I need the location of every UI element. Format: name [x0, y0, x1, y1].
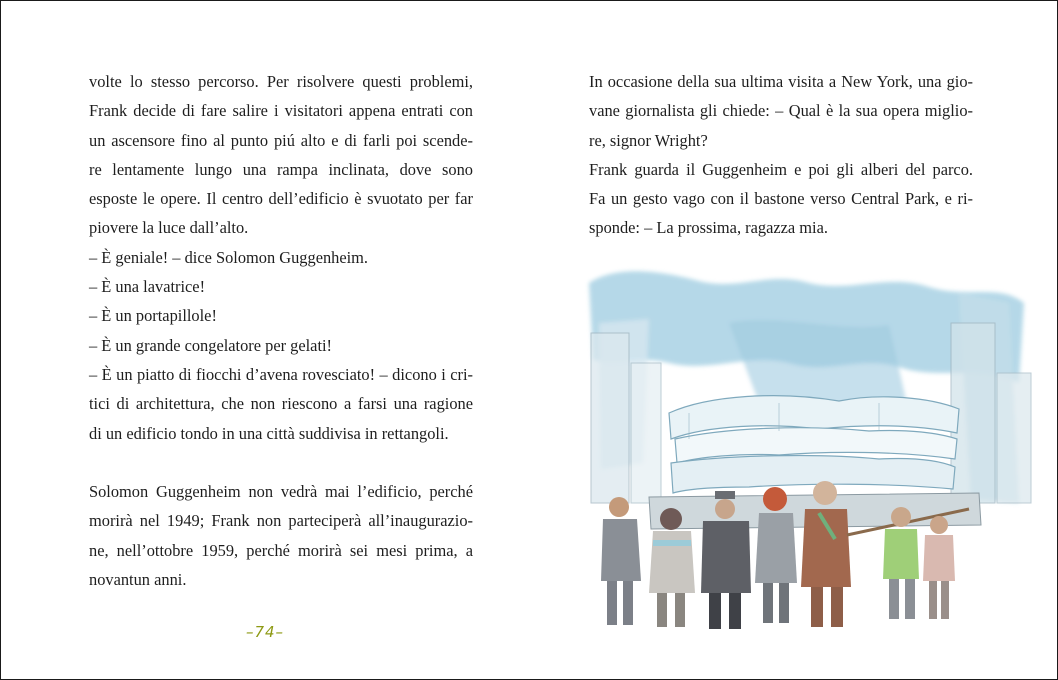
text-line: Frank guarda il Guggenheim e poi gli alberi del parco.	[589, 159, 973, 179]
text-line: vane giornalista gli chiede: – Qual è la sua opera miglio-	[589, 101, 973, 121]
dialogue-line: tici di architettura, che non riescono a farsi una ragione	[89, 394, 473, 414]
text-line: Fa un gesto vago con il bastone verso Central Park, e ri-	[589, 189, 973, 209]
text-line: un ascensore fino al punto piú alto e di farli poi scende-	[89, 130, 473, 150]
dialogue-line: – È geniale! – dice Solomon Guggenheim.	[89, 247, 369, 267]
guggenheim-illustration	[579, 263, 1039, 635]
text-line: In occasione della sua ultima visita a New York, una gio-	[589, 72, 973, 91]
text-line: re lentamente lungo una rampa inclinata, dove sono	[89, 159, 473, 179]
text-line: Solomon Guggenheim non vedrà mai l’edificio, perché	[89, 482, 473, 502]
text-line: novantun anni.	[89, 570, 187, 590]
text-line: ne, nell’ottobre 1959, perché morirà sei mesi prima, a	[89, 540, 473, 560]
text-line: volte lo stesso percorso. Per risolvere questi problemi,	[89, 72, 473, 91]
paragraph-gap	[89, 448, 473, 477]
text-line: sponde: – La prossima, ragazza mia.	[589, 218, 828, 238]
text-line: morirà nel 1949; Frank non parteciperà all’inaugurazio-	[89, 511, 473, 531]
dialogue-line: – È una lavatrice!	[89, 277, 206, 297]
left-page-text	[89, 67, 473, 594]
page-number: –74–	[245, 623, 285, 641]
dialogue-line: – È un piatto di fiocchi d’avena rovesciato! – dicono i cri-	[89, 364, 473, 384]
dialogue-line: – È un portapillole!	[89, 306, 217, 326]
right-page-text	[589, 67, 973, 243]
text-line: piovere la luce dall’alto.	[89, 218, 249, 238]
museum-building	[649, 396, 981, 529]
text-line: re, signor Wright?	[589, 130, 708, 150]
text-line: esposte le opere. Il centro dell’edificio è svuotato per far	[89, 189, 473, 209]
text-line: Frank decide di fare salire i visitatori appena entrati con	[89, 101, 473, 121]
dialogue-line: di un edificio tondo in una città suddivisa in rettangoli.	[89, 423, 449, 443]
left-page	[1, 1, 529, 679]
dialogue-line: – È un grande congelatore per gelati!	[89, 335, 333, 355]
right-page	[529, 1, 1057, 679]
